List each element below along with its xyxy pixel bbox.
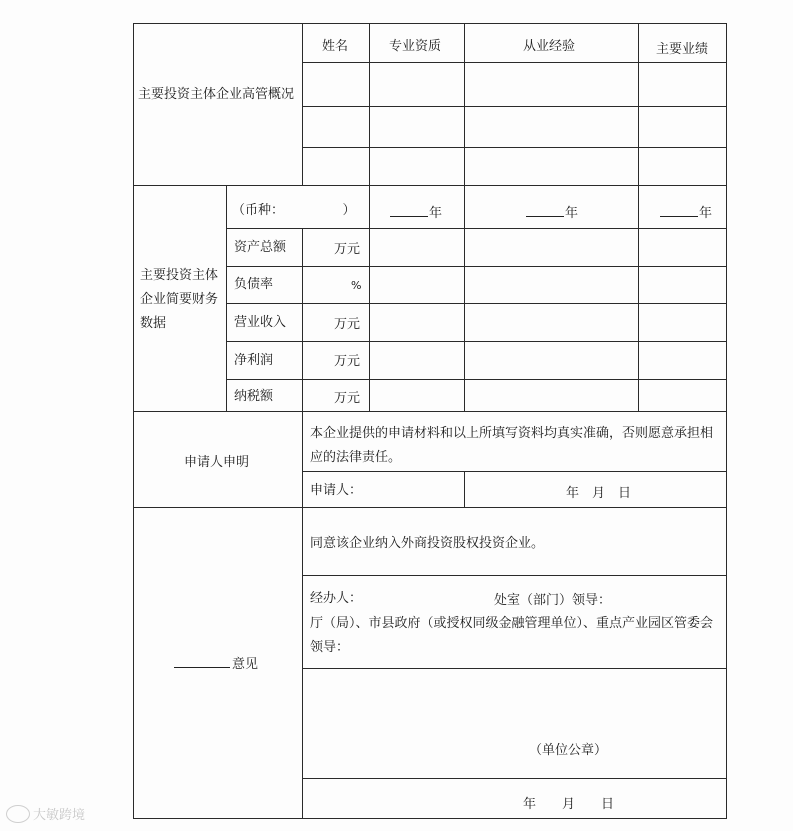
decl-row-line [302, 471, 727, 472]
gov-leader-label: 厅（局）、市县政府（或授权同级金融管理单位）、重点产业园区管委会领导： [310, 616, 714, 655]
opinion-row-line-3 [302, 778, 727, 779]
exec-header-name: 姓名 [322, 39, 349, 54]
exec-col-divider-2 [464, 23, 465, 186]
table-border-left [133, 23, 134, 819]
watermark [6, 804, 85, 823]
fin-col-divider-3 [638, 185, 639, 412]
year-field-1: 年 [390, 206, 442, 220]
fin-unit-divider [302, 228, 303, 412]
exec-row-line-3 [302, 147, 727, 148]
finance-row-label: 主要投资主体企业简要财务数据 [140, 268, 219, 331]
fin-item-unit: 万元 [334, 354, 361, 369]
exec-row-line-1 [302, 62, 727, 63]
fin-item-label: 资产总额 [234, 240, 287, 255]
year-blank-2[interactable] [526, 206, 564, 217]
opinion-date: 年 月 日 [523, 797, 615, 812]
fin-row-line-2 [226, 266, 727, 267]
watermark-text: 大敏跨境 [33, 808, 86, 823]
exec-header-achievements: 主要业绩 [656, 42, 709, 57]
fin-row-line-1 [226, 228, 727, 229]
fin-item-label: 负债率 [234, 277, 274, 292]
applicant-label: 申请人： [310, 483, 363, 498]
table-border-bottom [133, 818, 727, 819]
declaration-statement: 本企业提供的申请材料和以上所填写资料均真实准确，否则愿意承担相应的法律责任。 [310, 426, 714, 465]
exec-label-divider [302, 23, 303, 186]
exec-col-divider-3 [638, 23, 639, 186]
year-blank-3[interactable] [660, 206, 698, 217]
fin-col-divider-2 [464, 185, 465, 412]
declaration-row-label: 申请人申明 [184, 455, 250, 470]
fin-item-unit: 万元 [334, 317, 361, 332]
declaration-date: 年 月 日 [566, 486, 632, 501]
opinion-row-label: 意见 [174, 657, 258, 671]
decl-date-divider [464, 471, 465, 508]
year-field-3: 年 [660, 206, 712, 220]
divider-declaration-opinion [133, 507, 727, 508]
opinion-label-divider [302, 507, 303, 819]
decl-label-divider [302, 411, 303, 508]
fin-item-label: 纳税额 [234, 389, 274, 404]
exec-row-line-2 [302, 106, 727, 107]
exec-header-experience: 从业经验 [523, 39, 576, 54]
fin-label-divider [226, 185, 227, 412]
year-blank-1[interactable] [390, 206, 428, 217]
dept-leader-label: 处室（部门）领导： [494, 593, 612, 608]
seal-label: （单位公章） [529, 743, 608, 758]
fin-row-line-3 [226, 303, 727, 304]
opinion-row-line-1 [302, 575, 727, 576]
year-field-2: 年 [526, 206, 578, 220]
fin-row-line-5 [226, 379, 727, 380]
watermark-logo-icon [6, 805, 30, 823]
exec-col-divider-1 [369, 23, 370, 186]
exec-header-qualification: 专业资质 [389, 39, 442, 54]
fin-item-unit: % [351, 279, 362, 292]
fin-item-unit: 万元 [334, 391, 361, 406]
handler-label: 经办人： [310, 591, 363, 606]
exec-row-label: 主要投资主体企业高管概况 [138, 87, 295, 102]
fin-item-label: 营业收入 [234, 315, 287, 330]
fin-item-label: 净利润 [234, 353, 274, 368]
opinion-row-line-2 [302, 668, 727, 669]
consent-text: 同意该企业纳入外商投资股权投资企业。 [310, 536, 545, 551]
currency-label: （币种： ） [232, 203, 356, 218]
fin-row-line-4 [226, 341, 727, 342]
fin-col-divider-1 [369, 185, 370, 412]
opinion-org-blank[interactable] [174, 657, 230, 668]
table-border-right [726, 23, 727, 819]
fin-item-unit: 万元 [334, 242, 361, 257]
